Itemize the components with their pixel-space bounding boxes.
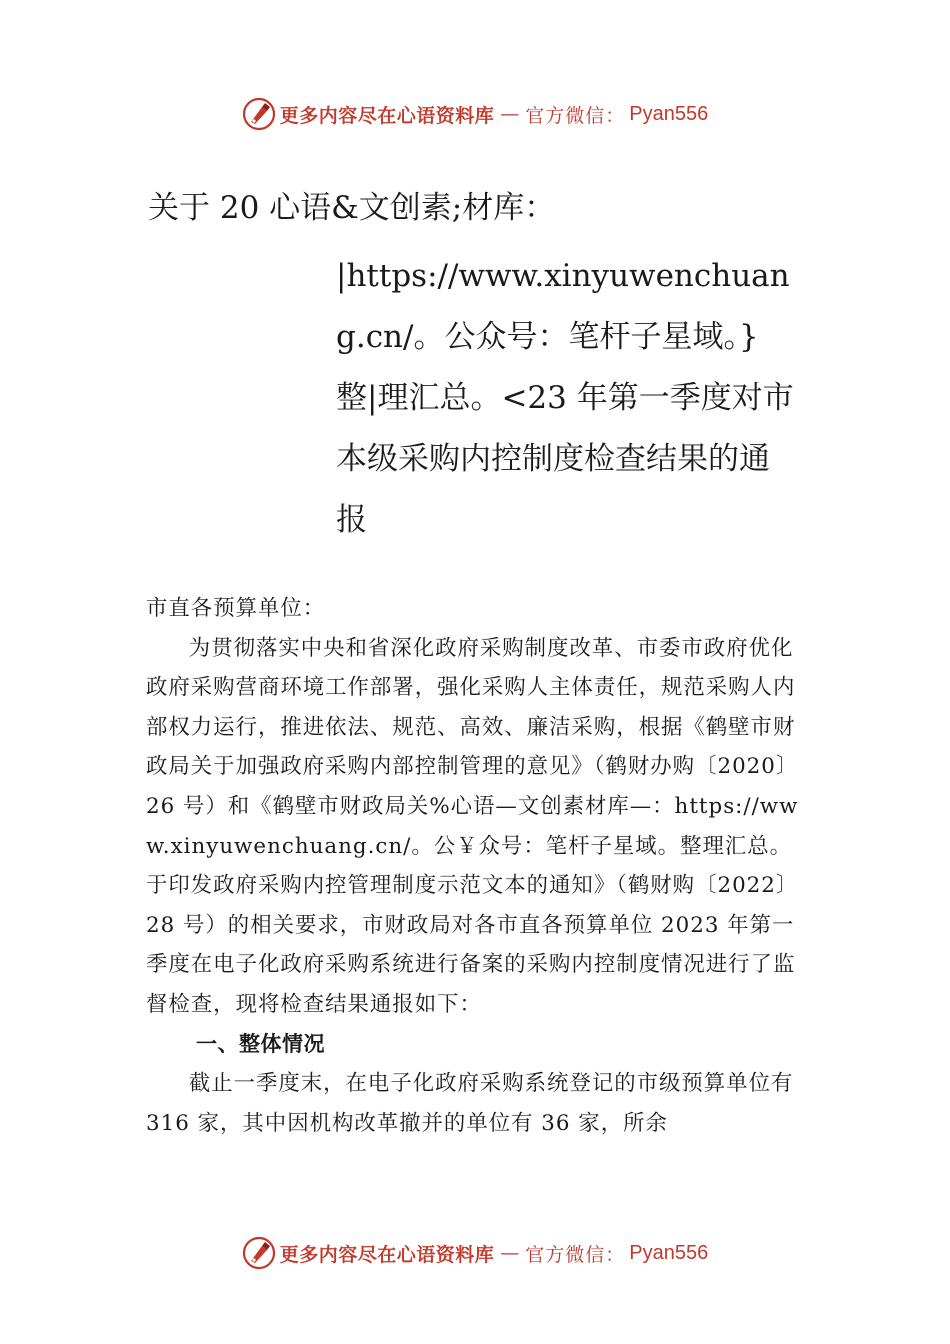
document-body [146, 589, 808, 1143]
banner-contact-id: Pyan556 [629, 1241, 709, 1264]
document-title: |https://www.xinyuwenchuang.cn/。公众号：笔杆子星域。}整|理汇总。<23 年第一季度对市本级采购内控制度检查结果的通报 [336, 258, 794, 538]
pen-nib-logo-icon [242, 97, 276, 131]
banner-dash: — [500, 1242, 520, 1264]
banner-contact-id: Pyan556 [629, 102, 709, 125]
banner-contact-label: 官方微信： [525, 1243, 626, 1266]
banner-contact-label: 官方微信： [525, 104, 626, 127]
section-heading-1: 一、整体情况 [196, 1031, 325, 1056]
document-title-prefix: 关于 20 心语&文创素;材库： [148, 190, 556, 226]
banner-slogan: 更多内容尽在心语资料库 [279, 1243, 495, 1266]
salutation: 市直各预算单位： [146, 596, 326, 621]
body-paragraph-1: 为贯彻落实中央和省深化政府采购制度改革、市委市政府优化政府采购营商环境工作部署，强化采购人主体责任，规范采购人内部权力运行，推进依法、规范、高效、廉洁采购，根据《鹤壁市财政局关于加强政府采购内部控制管理的意见》（鹤财办购〔2020〕26 号）和《鹤壁市财政局关%心语—文创素材库—：https://www.xinyuwenchuang.cn/。公￥众号：笔杆子星域。整理汇总。于印发政府采购内控管理制度示范文本的通知》（鹤财购〔2022〕28 号）的相关要求，市财政局对各市直各预算单位 2023 年第一季度在电子化政府采购系统进行备案的采购内控制度情况进行了监督检查，现将检查结果通报如下： [146, 635, 799, 1017]
banner-dash: — [500, 103, 520, 125]
pen-nib-logo-icon [242, 1236, 276, 1270]
banner-content [242, 1236, 709, 1270]
header-banner [0, 94, 950, 134]
banner-content [242, 97, 709, 131]
footer-banner [0, 1233, 950, 1273]
body-paragraph-2: 截止一季度末，在电子化政府采购系统登记的市级预算单位有 316 家，其中因机构改革撤并的单位有 36 家，所余 [146, 1071, 794, 1136]
banner-slogan: 更多内容尽在心语资料库 [279, 104, 495, 127]
